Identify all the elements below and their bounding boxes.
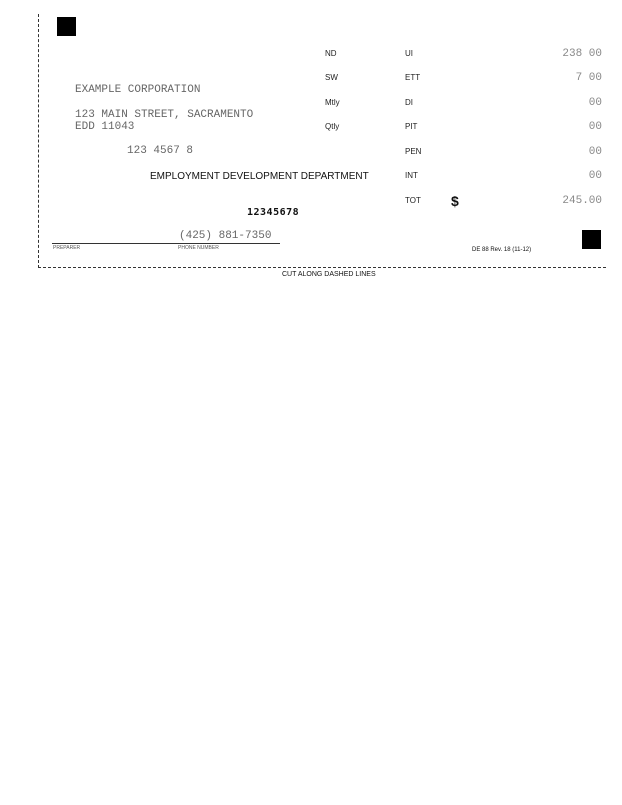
period-label-mtly: Mtly: [325, 98, 340, 107]
line-code-int: INT: [405, 171, 418, 180]
line-code-pen: PEN: [405, 147, 422, 156]
amount-int: 00: [588, 170, 602, 182]
amount-ett: 7 00: [575, 72, 602, 84]
line-code-ui: UI: [405, 49, 413, 58]
line-code-di: DI: [405, 98, 413, 107]
department-name: EMPLOYMENT DEVELOPMENT DEPARTMENT: [150, 171, 369, 182]
account-number: 123 4567 8: [127, 145, 194, 157]
dollar-sign: $: [451, 193, 459, 209]
period-label-nd: ND: [325, 49, 337, 58]
company-name: EXAMPLE CORPORATION: [75, 84, 201, 96]
line-code-tot: TOT: [405, 196, 421, 205]
form-id: DE 88 Rev. 18 (11-12): [472, 247, 532, 253]
cut-line-horizontal: [38, 267, 606, 268]
cut-line-vertical: [38, 14, 39, 268]
line-code-ett: ETT: [405, 73, 421, 82]
company-address-line1: 123 MAIN STREET, SACRAMENTO: [75, 109, 254, 121]
registration-mark-bottom: [582, 230, 601, 249]
amount-pen: 00: [588, 146, 602, 158]
amount-tot: 245.00: [562, 195, 602, 207]
preparer-label: PREPARER: [53, 245, 81, 251]
id-code: 12345678: [247, 207, 300, 218]
period-label-sw: SW: [325, 73, 338, 82]
registration-mark-top: [57, 17, 76, 36]
amount-pit: 00: [588, 121, 602, 133]
company-address-line2: EDD 11043: [75, 121, 135, 133]
period-label-qtly: Qtly: [325, 122, 340, 131]
phone-label: PHONE NUMBER: [178, 245, 219, 251]
amount-ui: 238 00: [562, 48, 602, 60]
amount-di: 00: [588, 97, 602, 109]
cut-instruction: CUT ALONG DASHED LINES: [282, 271, 376, 278]
preparer-line: [52, 243, 280, 244]
line-code-pit: PIT: [405, 122, 418, 131]
phone-value: (425) 881-7350: [179, 230, 272, 242]
